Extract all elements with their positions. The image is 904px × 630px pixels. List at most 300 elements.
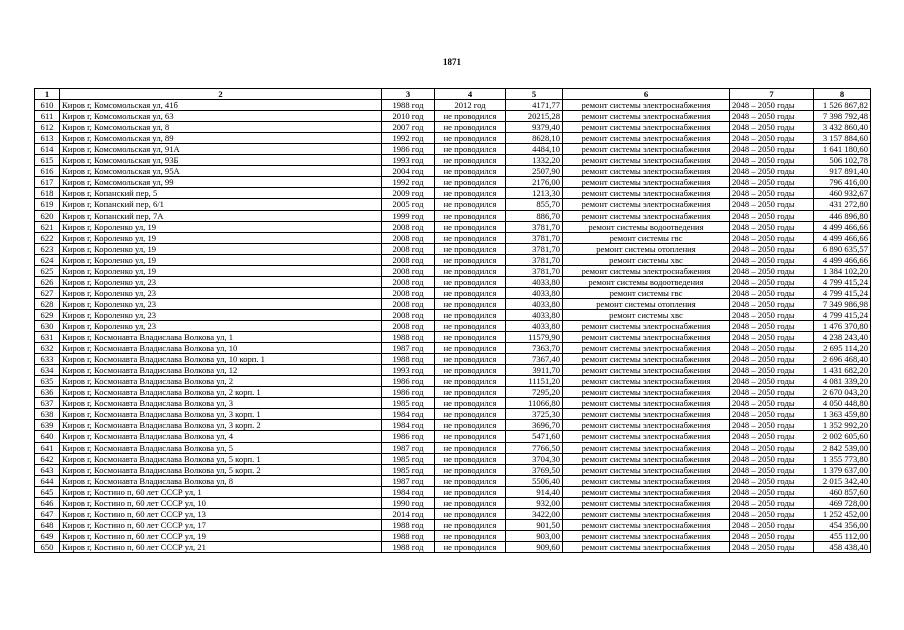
cell-period: 2048 – 2050 годы: [730, 387, 814, 398]
cell-work-type: ремонт системы электроснабжения: [563, 409, 730, 420]
cell-area: 3769,50: [506, 464, 563, 475]
cell-last-repair: не проводился: [435, 287, 506, 298]
cell-cost: 2 842 539,00: [814, 442, 871, 453]
table-row: [35, 232, 871, 243]
cell-row-number: 620: [35, 210, 60, 221]
table-row: [35, 475, 871, 486]
cell-address: Киров г, Космонавта Владислава Волкова ул, 3 корп. 1: [60, 409, 382, 420]
table-row: [35, 453, 871, 464]
cell-last-repair: не проводился: [435, 365, 506, 376]
cell-build-year: 1992 год: [382, 133, 435, 144]
cell-row-number: 626: [35, 276, 60, 287]
cell-build-year: 2014 год: [382, 508, 435, 519]
table-row: [35, 133, 871, 144]
cell-work-type: ремонт системы электроснабжения: [563, 442, 730, 453]
cell-area: 855,70: [506, 199, 563, 210]
cell-cost: 6 890 635,57: [814, 243, 871, 254]
cell-build-year: 1986 год: [382, 387, 435, 398]
table-row: [35, 287, 871, 298]
column-header-last-repair: 4: [435, 89, 506, 100]
cell-build-year: 1988 год: [382, 541, 435, 552]
cell-row-number: 631: [35, 332, 60, 343]
cell-last-repair: не проводился: [435, 144, 506, 155]
cell-period: 2048 – 2050 годы: [730, 122, 814, 133]
cell-address: Киров г, Комсомольская ул, 99: [60, 177, 382, 188]
cell-cost: 917 891,40: [814, 166, 871, 177]
cell-last-repair: не проводился: [435, 376, 506, 387]
cell-build-year: 2008 год: [382, 287, 435, 298]
cell-period: 2048 – 2050 годы: [730, 166, 814, 177]
cell-work-type: ремонт системы электроснабжения: [563, 376, 730, 387]
cell-period: 2048 – 2050 годы: [730, 519, 814, 530]
cell-address: Киров г, Космонавта Владислава Волкова ул, 1: [60, 332, 382, 343]
table-row: [35, 530, 871, 541]
table-row: [35, 387, 871, 398]
cell-row-number: 638: [35, 409, 60, 420]
cell-cost: 4 499 466,66: [814, 221, 871, 232]
cell-period: 2048 – 2050 годы: [730, 100, 814, 111]
cell-area: 3781,70: [506, 243, 563, 254]
table-row: [35, 166, 871, 177]
cell-last-repair: не проводился: [435, 431, 506, 442]
cell-area: 4171,77: [506, 100, 563, 111]
cell-cost: 1 431 682,20: [814, 365, 871, 376]
cell-last-repair: не проводился: [435, 343, 506, 354]
cell-cost: 796 416,00: [814, 177, 871, 188]
cell-row-number: 647: [35, 508, 60, 519]
cell-work-type: ремонт системы электроснабжения: [563, 320, 730, 331]
cell-last-repair: не проводился: [435, 398, 506, 409]
cell-area: 903,00: [506, 530, 563, 541]
cell-last-repair: не проводился: [435, 387, 506, 398]
cell-last-repair: не проводился: [435, 133, 506, 144]
cell-last-repair: не проводился: [435, 298, 506, 309]
cell-area: 4484,10: [506, 144, 563, 155]
cell-area: 4033,80: [506, 287, 563, 298]
cell-work-type: ремонт системы электроснабжения: [563, 508, 730, 519]
cell-work-type: ремонт системы электроснабжения: [563, 155, 730, 166]
cell-area: 4033,80: [506, 320, 563, 331]
cell-work-type: ремонт системы электроснабжения: [563, 497, 730, 508]
table-row: [35, 376, 871, 387]
cell-period: 2048 – 2050 годы: [730, 365, 814, 376]
cell-row-number: 617: [35, 177, 60, 188]
cell-last-repair: не проводился: [435, 122, 506, 133]
cell-area: 7363,70: [506, 343, 563, 354]
cell-last-repair: не проводился: [435, 177, 506, 188]
table-body: [35, 100, 871, 553]
cell-build-year: 2010 год: [382, 111, 435, 122]
cell-work-type: ремонт системы электроснабжения: [563, 265, 730, 276]
table-row: [35, 365, 871, 376]
cell-work-type: ремонт системы электроснабжения: [563, 122, 730, 133]
cell-period: 2048 – 2050 годы: [730, 210, 814, 221]
table-row: [35, 177, 871, 188]
cell-address: Киров г, Космонавта Владислава Волкова ул, 3 корп. 2: [60, 420, 382, 431]
cell-row-number: 619: [35, 199, 60, 210]
cell-cost: 460 857,60: [814, 486, 871, 497]
cell-build-year: 2008 год: [382, 254, 435, 265]
cell-row-number: 623: [35, 243, 60, 254]
cell-row-number: 632: [35, 343, 60, 354]
cell-row-number: 650: [35, 541, 60, 552]
cell-period: 2048 – 2050 годы: [730, 243, 814, 254]
cell-last-repair: не проводился: [435, 354, 506, 365]
cell-row-number: 634: [35, 365, 60, 376]
table-row: [35, 541, 871, 552]
cell-work-type: ремонт системы электроснабжения: [563, 519, 730, 530]
cell-cost: 7 398 792,48: [814, 111, 871, 122]
cell-period: 2048 – 2050 годы: [730, 320, 814, 331]
cell-address: Киров г, Космонавта Владислава Волкова ул, 5 корп. 1: [60, 453, 382, 464]
cell-work-type: ремонт системы электроснабжения: [563, 464, 730, 475]
cell-last-repair: не проводился: [435, 420, 506, 431]
cell-address: Киров г, Короленко ул, 23: [60, 309, 382, 320]
cell-row-number: 610: [35, 100, 60, 111]
cell-period: 2048 – 2050 годы: [730, 442, 814, 453]
cell-work-type: ремонт системы электроснабжения: [563, 365, 730, 376]
cell-cost: 2 695 114,20: [814, 343, 871, 354]
cell-build-year: 1984 год: [382, 486, 435, 497]
column-header-build-year: 3: [382, 89, 435, 100]
table-row: [35, 221, 871, 232]
cell-address: Киров г, Комсомольская ул, 95А: [60, 166, 382, 177]
cell-build-year: 2008 год: [382, 232, 435, 243]
cell-address: Киров г, Копанский пер, 5: [60, 188, 382, 199]
cell-build-year: 1987 год: [382, 343, 435, 354]
cell-period: 2048 – 2050 годы: [730, 486, 814, 497]
cell-area: 11151,20: [506, 376, 563, 387]
column-header-work-type: 6: [563, 89, 730, 100]
cell-work-type: ремонт системы электроснабжения: [563, 177, 730, 188]
cell-period: 2048 – 2050 годы: [730, 508, 814, 519]
cell-work-type: ремонт системы электроснабжения: [563, 486, 730, 497]
cell-cost: 4 050 448,80: [814, 398, 871, 409]
cell-row-number: 643: [35, 464, 60, 475]
column-header-address: 2: [60, 89, 382, 100]
cell-build-year: 2009 год: [382, 188, 435, 199]
cell-last-repair: не проводился: [435, 232, 506, 243]
cell-work-type: ремонт системы электроснабжения: [563, 199, 730, 210]
cell-cost: 1 384 102,20: [814, 265, 871, 276]
cell-last-repair: не проводился: [435, 442, 506, 453]
cell-period: 2048 – 2050 годы: [730, 475, 814, 486]
cell-build-year: 1999 год: [382, 210, 435, 221]
cell-work-type: ремонт системы электроснабжения: [563, 354, 730, 365]
page-number: 1871: [443, 57, 461, 67]
cell-area: 4033,80: [506, 309, 563, 320]
cell-period: 2048 – 2050 годы: [730, 254, 814, 265]
cell-work-type: ремонт системы электроснабжения: [563, 387, 730, 398]
cell-row-number: 614: [35, 144, 60, 155]
table-row: [35, 354, 871, 365]
cell-period: 2048 – 2050 годы: [730, 409, 814, 420]
cell-row-number: 616: [35, 166, 60, 177]
cell-build-year: 1984 год: [382, 409, 435, 420]
cell-area: 9379,40: [506, 122, 563, 133]
cell-build-year: 2004 год: [382, 166, 435, 177]
cell-row-number: 621: [35, 221, 60, 232]
cell-work-type: ремонт системы гвс: [563, 287, 730, 298]
cell-cost: 1 526 867,82: [814, 100, 871, 111]
cell-period: 2048 – 2050 годы: [730, 221, 814, 232]
cell-work-type: ремонт системы отопления: [563, 298, 730, 309]
cell-last-repair: не проводился: [435, 254, 506, 265]
table-row: [35, 431, 871, 442]
cell-work-type: ремонт системы электроснабжения: [563, 210, 730, 221]
table-row: [35, 519, 871, 530]
cell-cost: 2 015 342,40: [814, 475, 871, 486]
table-row: [35, 497, 871, 508]
cell-row-number: 641: [35, 442, 60, 453]
cell-area: 3781,70: [506, 232, 563, 243]
cell-work-type: ремонт системы электроснабжения: [563, 475, 730, 486]
cell-row-number: 622: [35, 232, 60, 243]
cell-cost: 455 112,00: [814, 530, 871, 541]
table-row: [35, 409, 871, 420]
cell-address: Киров г, Комсомольская ул, 41б: [60, 100, 382, 111]
cell-cost: 506 102,78: [814, 155, 871, 166]
cell-address: Киров г, Короленко ул, 19: [60, 254, 382, 265]
cell-last-repair: не проводился: [435, 486, 506, 497]
cell-work-type: ремонт системы электроснабжения: [563, 431, 730, 442]
table-row: [35, 111, 871, 122]
cell-last-repair: не проводился: [435, 276, 506, 287]
cell-last-repair: не проводился: [435, 210, 506, 221]
cell-period: 2048 – 2050 годы: [730, 287, 814, 298]
cell-address: Киров г, Космонавта Владислава Волкова ул, 10 корп. 1: [60, 354, 382, 365]
cell-period: 2048 – 2050 годы: [730, 541, 814, 552]
cell-area: 3696,70: [506, 420, 563, 431]
cell-last-repair: не проводился: [435, 453, 506, 464]
cell-row-number: 637: [35, 398, 60, 409]
cell-row-number: 630: [35, 320, 60, 331]
cell-row-number: 635: [35, 376, 60, 387]
cell-build-year: 2008 год: [382, 276, 435, 287]
cell-area: 2176,00: [506, 177, 563, 188]
cell-address: Киров г, Короленко ул, 23: [60, 320, 382, 331]
column-header-cost: 8: [814, 89, 871, 100]
cell-area: 5506,40: [506, 475, 563, 486]
cell-work-type: ремонт системы водоотведения: [563, 276, 730, 287]
cell-period: 2048 – 2050 годы: [730, 133, 814, 144]
cell-address: Киров г, Космонавта Владислава Волкова ул, 2: [60, 376, 382, 387]
cell-row-number: 624: [35, 254, 60, 265]
cell-cost: 454 356,00: [814, 519, 871, 530]
cell-area: 8628,10: [506, 133, 563, 144]
cell-address: Киров г, Костино п, 60 лет СССР ул, 13: [60, 508, 382, 519]
cell-address: Киров г, Космонавта Владислава Волкова ул, 10: [60, 343, 382, 354]
cell-address: Киров г, Комсомольская ул, 91А: [60, 144, 382, 155]
table-header-row: [35, 89, 871, 100]
cell-build-year: 2008 год: [382, 221, 435, 232]
cell-cost: 4 799 415,24: [814, 287, 871, 298]
cell-period: 2048 – 2050 годы: [730, 144, 814, 155]
cell-cost: 1 641 180,60: [814, 144, 871, 155]
cell-work-type: ремонт системы электроснабжения: [563, 144, 730, 155]
cell-cost: 4 081 339,20: [814, 376, 871, 387]
cell-build-year: 1986 год: [382, 376, 435, 387]
table-row: [35, 210, 871, 221]
cell-row-number: 644: [35, 475, 60, 486]
cell-period: 2048 – 2050 годы: [730, 453, 814, 464]
cell-work-type: ремонт системы электроснабжения: [563, 398, 730, 409]
cell-address: Киров г, Короленко ул, 19: [60, 265, 382, 276]
cell-period: 2048 – 2050 годы: [730, 497, 814, 508]
cell-row-number: 627: [35, 287, 60, 298]
cell-row-number: 649: [35, 530, 60, 541]
cell-last-repair: 2012 год: [435, 100, 506, 111]
table-row: [35, 100, 871, 111]
cell-row-number: 648: [35, 519, 60, 530]
table-row: [35, 508, 871, 519]
cell-period: 2048 – 2050 годы: [730, 265, 814, 276]
table-row: [35, 199, 871, 210]
cell-address: Киров г, Короленко ул, 19: [60, 243, 382, 254]
cell-work-type: ремонт системы электроснабжения: [563, 332, 730, 343]
cell-work-type: ремонт системы электроснабжения: [563, 100, 730, 111]
cell-row-number: 629: [35, 309, 60, 320]
cell-address: Киров г, Космонавта Владислава Волкова ул, 4: [60, 431, 382, 442]
cell-address: Киров г, Космонавта Владислава Волкова ул, 5: [60, 442, 382, 453]
cell-build-year: 1993 год: [382, 155, 435, 166]
cell-area: 914,40: [506, 486, 563, 497]
table-row: [35, 442, 871, 453]
cell-address: Киров г, Космонавта Владислава Волкова ул, 8: [60, 475, 382, 486]
cell-build-year: 2008 год: [382, 243, 435, 254]
table-row: [35, 265, 871, 276]
cell-build-year: 1985 год: [382, 453, 435, 464]
cell-area: 20215,28: [506, 111, 563, 122]
cell-cost: 460 932,67: [814, 188, 871, 199]
cell-address: Киров г, Космонавта Владислава Волкова ул, 12: [60, 365, 382, 376]
cell-row-number: 646: [35, 497, 60, 508]
cell-cost: 1 363 459,80: [814, 409, 871, 420]
cell-address: Киров г, Комсомольская ул, 93Б: [60, 155, 382, 166]
cell-cost: 4 238 243,40: [814, 332, 871, 343]
cell-build-year: 1988 год: [382, 332, 435, 343]
cell-last-repair: не проводился: [435, 221, 506, 232]
cell-build-year: 2008 год: [382, 265, 435, 276]
cell-period: 2048 – 2050 годы: [730, 343, 814, 354]
cell-build-year: 1992 год: [382, 177, 435, 188]
cell-row-number: 615: [35, 155, 60, 166]
cell-build-year: 1984 год: [382, 420, 435, 431]
table-row: [35, 298, 871, 309]
cell-row-number: 633: [35, 354, 60, 365]
cell-period: 2048 – 2050 годы: [730, 177, 814, 188]
cell-area: 5471,60: [506, 431, 563, 442]
cell-period: 2048 – 2050 годы: [730, 332, 814, 343]
cell-build-year: 1988 год: [382, 530, 435, 541]
cell-address: Киров г, Космонавта Владислава Волкова ул, 5 корп. 2: [60, 464, 382, 475]
cell-row-number: 618: [35, 188, 60, 199]
cell-cost: 1 476 370,80: [814, 320, 871, 331]
cell-row-number: 612: [35, 122, 60, 133]
cell-row-number: 625: [35, 265, 60, 276]
cell-period: 2048 – 2050 годы: [730, 309, 814, 320]
cell-period: 2048 – 2050 годы: [730, 431, 814, 442]
table-row: [35, 122, 871, 133]
cell-cost: 3 432 860,40: [814, 122, 871, 133]
cell-cost: 7 349 986,98: [814, 298, 871, 309]
column-header-number: 1: [35, 89, 60, 100]
table-row: [35, 398, 871, 409]
cell-last-repair: не проводился: [435, 464, 506, 475]
cell-work-type: ремонт системы электроснабжения: [563, 530, 730, 541]
cell-area: 4033,80: [506, 298, 563, 309]
cell-row-number: 642: [35, 453, 60, 464]
cell-address: Киров г, Космонавта Владислава Волкова ул, 3: [60, 398, 382, 409]
cell-build-year: 1985 год: [382, 398, 435, 409]
cell-address: Киров г, Комсомольская ул, 89: [60, 133, 382, 144]
cell-work-type: ремонт системы электроснабжения: [563, 420, 730, 431]
cell-work-type: ремонт системы гвс: [563, 232, 730, 243]
cell-build-year: 1993 год: [382, 365, 435, 376]
cell-address: Киров г, Копанский пер, 6/1: [60, 199, 382, 210]
cell-area: 7367,40: [506, 354, 563, 365]
cell-cost: 4 499 466,66: [814, 254, 871, 265]
cell-address: Киров г, Короленко ул, 23: [60, 276, 382, 287]
cell-address: Киров г, Копанский пер, 7А: [60, 210, 382, 221]
cell-last-repair: не проводился: [435, 111, 506, 122]
cell-area: 3422,00: [506, 508, 563, 519]
cell-build-year: 1985 год: [382, 464, 435, 475]
cell-last-repair: не проводился: [435, 166, 506, 177]
cell-work-type: ремонт системы электроснабжения: [563, 111, 730, 122]
cell-last-repair: не проводился: [435, 199, 506, 210]
cell-period: 2048 – 2050 годы: [730, 199, 814, 210]
cell-build-year: 2008 год: [382, 309, 435, 320]
cell-period: 2048 – 2050 годы: [730, 232, 814, 243]
cell-area: 3704,30: [506, 453, 563, 464]
cell-last-repair: не проводился: [435, 309, 506, 320]
cell-cost: 2 696 468,40: [814, 354, 871, 365]
cell-build-year: 1988 год: [382, 354, 435, 365]
cell-address: Киров г, Костино п, 60 лет СССР ул, 19: [60, 530, 382, 541]
table-row: [35, 420, 871, 431]
cell-area: 7295,20: [506, 387, 563, 398]
cell-period: 2048 – 2050 годы: [730, 188, 814, 199]
cell-row-number: 636: [35, 387, 60, 398]
cell-last-repair: не проводился: [435, 243, 506, 254]
cell-area: 909,60: [506, 541, 563, 552]
cell-last-repair: не проводился: [435, 409, 506, 420]
cell-work-type: ремонт системы электроснабжения: [563, 453, 730, 464]
cell-address: Киров г, Короленко ул, 23: [60, 298, 382, 309]
cell-build-year: 1987 год: [382, 442, 435, 453]
cell-last-repair: не проводился: [435, 155, 506, 166]
cell-build-year: 2007 год: [382, 122, 435, 133]
cell-work-type: ремонт системы электроснабжения: [563, 541, 730, 552]
cell-area: 3781,70: [506, 221, 563, 232]
cell-last-repair: не проводился: [435, 332, 506, 343]
cell-build-year: 1990 год: [382, 497, 435, 508]
cell-cost: 3 157 884,60: [814, 133, 871, 144]
cell-row-number: 645: [35, 486, 60, 497]
cell-work-type: ремонт системы водоотведения: [563, 221, 730, 232]
cell-cost: 1 352 992,20: [814, 420, 871, 431]
cell-build-year: 1986 год: [382, 144, 435, 155]
table-row: [35, 276, 871, 287]
cell-cost: 1 252 452,00: [814, 508, 871, 519]
table-row: [35, 343, 871, 354]
cell-work-type: ремонт системы электроснабжения: [563, 166, 730, 177]
cell-address: Киров г, Короленко ул, 19: [60, 232, 382, 243]
cell-last-repair: не проводился: [435, 320, 506, 331]
cell-address: Киров г, Костино п, 60 лет СССР ул, 17: [60, 519, 382, 530]
cell-last-repair: не проводился: [435, 497, 506, 508]
